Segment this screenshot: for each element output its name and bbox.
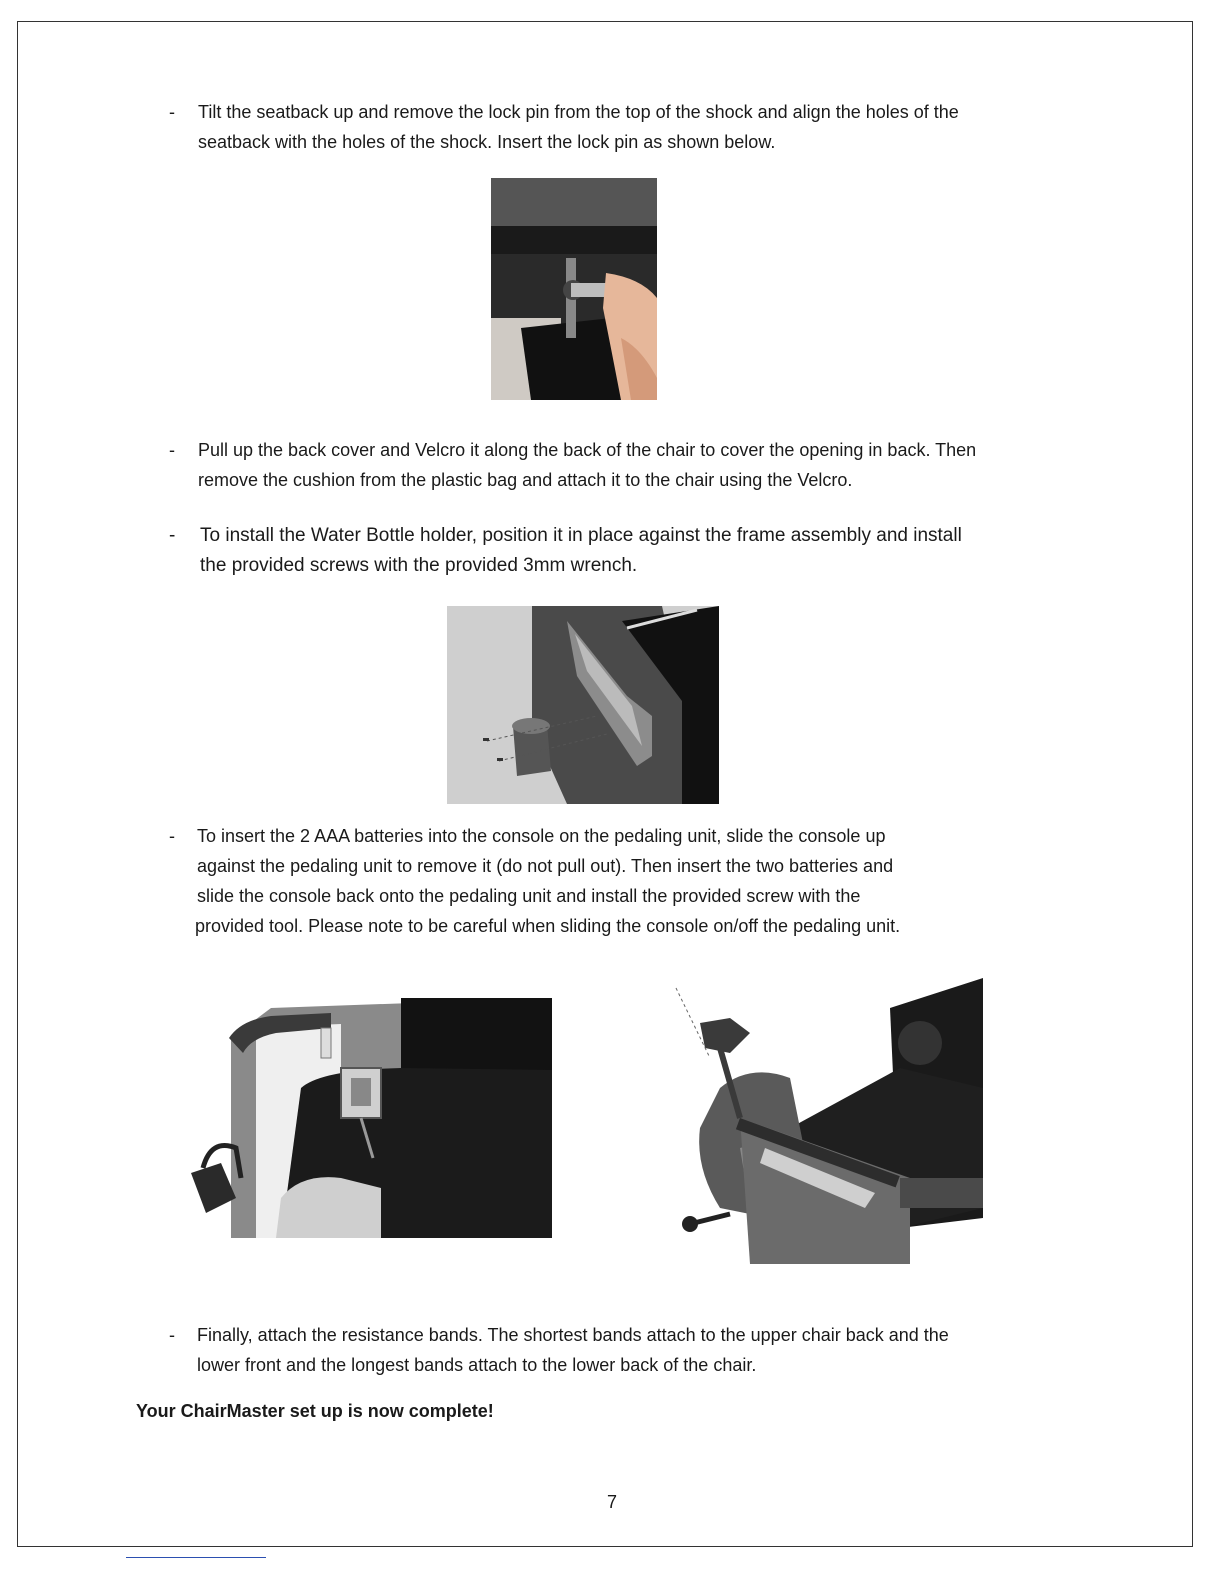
step-line: lower front and the longest bands attach to the lower back of the chair. [197, 1355, 757, 1375]
step-line: remove the cushion from the plastic bag and attach it to the chair using the Velcro. [198, 470, 853, 490]
completion-message: Your ChairMaster set up is now complete! [136, 1401, 494, 1421]
step-marker: - [169, 826, 175, 846]
pedaling-unit-diagram [660, 978, 983, 1264]
step-line: against the pedaling unit to remove it (do not pull out). Then insert the two batteries and [197, 856, 894, 876]
step-text [197, 821, 900, 941]
step-text [197, 1320, 949, 1380]
step-line: provided tool. Please note to be careful when sliding the console on/off the pedaling unit. [195, 916, 901, 936]
step-marker: - [169, 525, 176, 546]
console-side-diagram [181, 998, 552, 1238]
water-bottle-holder-diagram [447, 606, 719, 804]
step-marker: - [169, 1325, 175, 1345]
page-number: 7 [606, 1492, 617, 1512]
step-line: the provided screws with the provided 3mm wrench. [200, 555, 638, 576]
footnote-rule [126, 1557, 266, 1558]
step-line: seatback with the holes of the shock. Insert the lock pin as shown below. [198, 132, 776, 152]
step-line: To insert the 2 AAA batteries into the console on the pedaling unit, slide the console up [197, 826, 886, 846]
step-line: slide the console back onto the pedaling unit and install the provided screw with the [197, 886, 861, 906]
step-text [200, 521, 962, 581]
step-marker: - [169, 102, 175, 122]
lock-pin-photo [491, 178, 657, 400]
step-text [198, 435, 976, 495]
step-marker: - [169, 440, 175, 460]
step-line: To install the Water Bottle holder, position it in place against the frame assembly and install [200, 525, 962, 546]
step-line: Tilt the seatback up and remove the lock pin from the top of the shock and align the holes of the [198, 102, 959, 122]
step-line: Finally, attach the resistance bands. The shortest bands attach to the upper chair back and the [197, 1325, 949, 1345]
step-line: Pull up the back cover and Velcro it along the back of the chair to cover the opening in back. Then [198, 440, 977, 460]
step-text [198, 97, 959, 157]
